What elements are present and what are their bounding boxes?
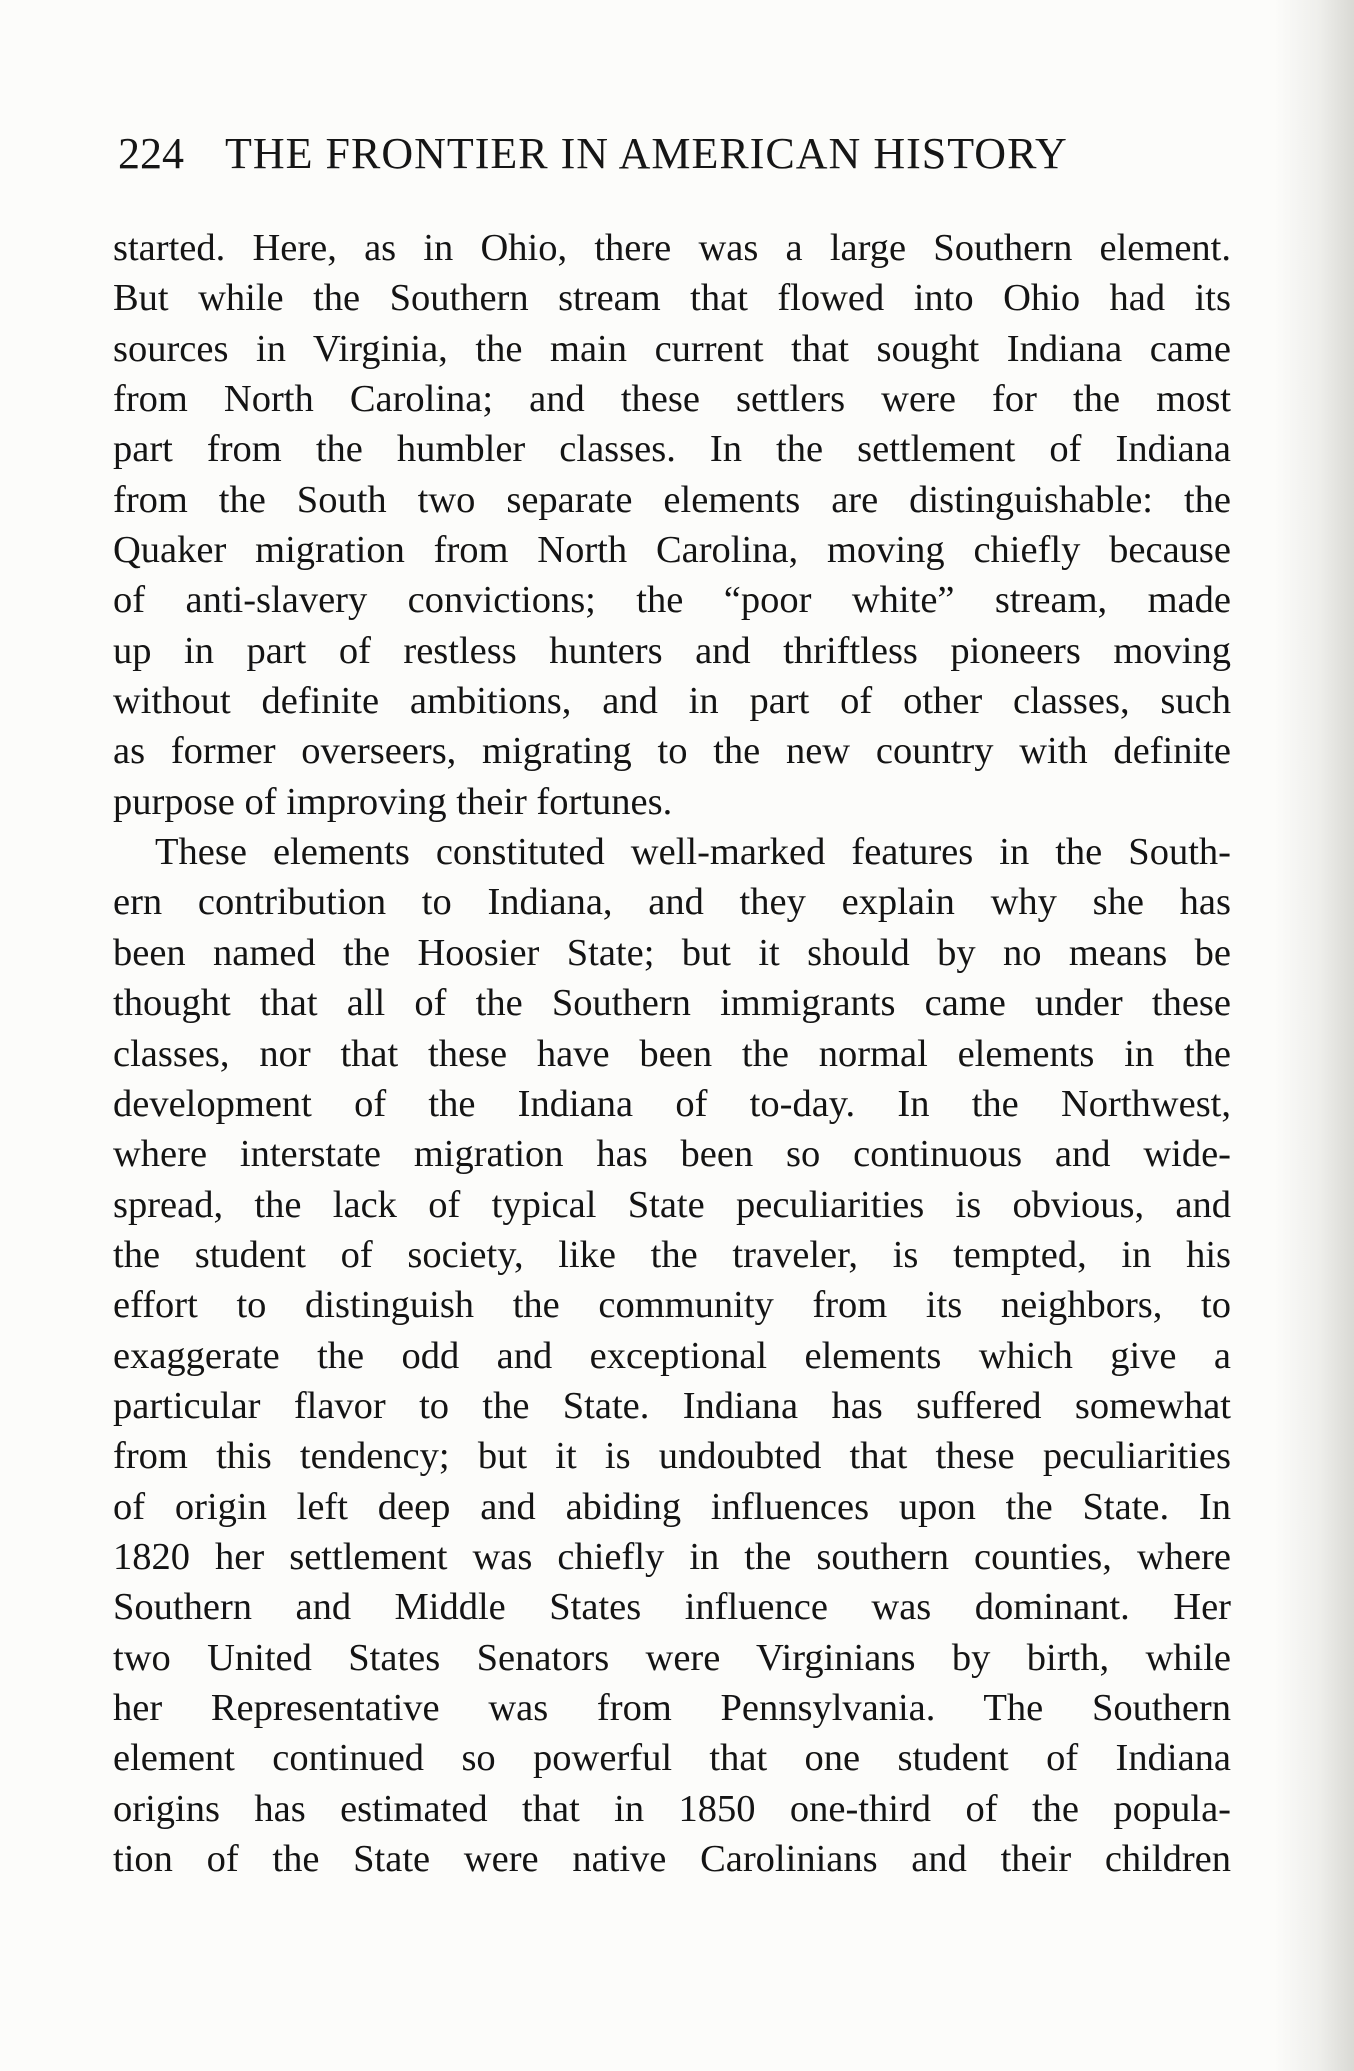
paragraph-2: [113, 827, 1231, 1884]
text-line: exaggerate the odd and exceptional elements which give a: [113, 1334, 1231, 1377]
text-line: the student of society, like the traveler, is tempted, in his: [113, 1233, 1231, 1276]
text-line: Quaker migration from North Carolina, moving chiefly because: [113, 529, 1231, 572]
page-edge-shadow: [1274, 0, 1354, 2071]
text-line: element continued so powerful that one student of Indiana: [113, 1737, 1231, 1780]
text-line: of origin left deep and abiding influences upon the State. In: [113, 1485, 1231, 1528]
page-number: 224: [118, 129, 184, 178]
text-line: started. Here, as in Ohio, there was a large Southern element.: [113, 227, 1231, 269]
text-line: Southern and Middle States influence was dominant. Her: [113, 1586, 1231, 1629]
page-header: [118, 128, 1118, 188]
text-line: development of the Indiana of to-day. In the Northwest,: [113, 1082, 1231, 1125]
text-line: thought that all of the Southern immigrants came under these: [113, 982, 1231, 1025]
text-line: her Representative was from Pennsylvania. The Southern: [113, 1686, 1231, 1729]
text-line: part from the humbler classes. In the settlement of Indiana: [113, 428, 1231, 471]
text-line: origins has estimated that in 1850 one-third of the popula-: [113, 1787, 1231, 1830]
text-line: effort to distinguish the community from its neighbors, to: [113, 1284, 1231, 1327]
text-line: from this tendency; but it is undoubted that these peculiarities: [113, 1435, 1231, 1478]
text-line: two United States Senators were Virginians by birth, while: [113, 1636, 1231, 1679]
text-line: 1820 her settlement was chiefly in the southern counties, where: [113, 1535, 1231, 1578]
text-line: tion of the State were native Carolinians and their children: [113, 1838, 1231, 1880]
text-line: classes, nor that these have been the normal elements in the: [113, 1032, 1231, 1075]
text-line: without definite ambitions, and in part of other classes, such: [113, 680, 1231, 723]
paragraph-1: [113, 223, 1231, 827]
text-line: of anti-slavery convictions; the “poor white” stream, made: [113, 579, 1231, 622]
text-line: ern contribution to Indiana, and they explain why she has: [113, 881, 1231, 924]
text-line: from the South two separate elements are distinguishable: the: [113, 478, 1231, 521]
text-line: But while the Southern stream that flowed into Ohio had its: [113, 277, 1231, 320]
running-head: THE FRONTIER IN AMERICAN HISTORY: [225, 129, 1068, 178]
text-line: purpose of improving their fortunes.: [113, 780, 673, 823]
text-line: as former overseers, migrating to the new country with definite: [113, 730, 1231, 773]
text-line: sources in Virginia, the main current that sought Indiana came: [113, 327, 1231, 370]
text-line: spread, the lack of typical State peculiarities is obvious, and: [113, 1183, 1231, 1226]
text-line: These elements constituted well-marked features in the South-: [155, 831, 1231, 874]
text-line: from North Carolina; and these settlers were for the most: [113, 378, 1231, 421]
body-text: [113, 223, 1231, 1884]
text-line: up in part of restless hunters and thriftless pioneers moving: [113, 629, 1231, 672]
text-line: where interstate migration has been so continuous and wide-: [113, 1133, 1231, 1176]
text-line: particular flavor to the State. Indiana has suffered somewhat: [113, 1384, 1231, 1427]
text-line: been named the Hoosier State; but it should by no means be: [113, 931, 1231, 974]
